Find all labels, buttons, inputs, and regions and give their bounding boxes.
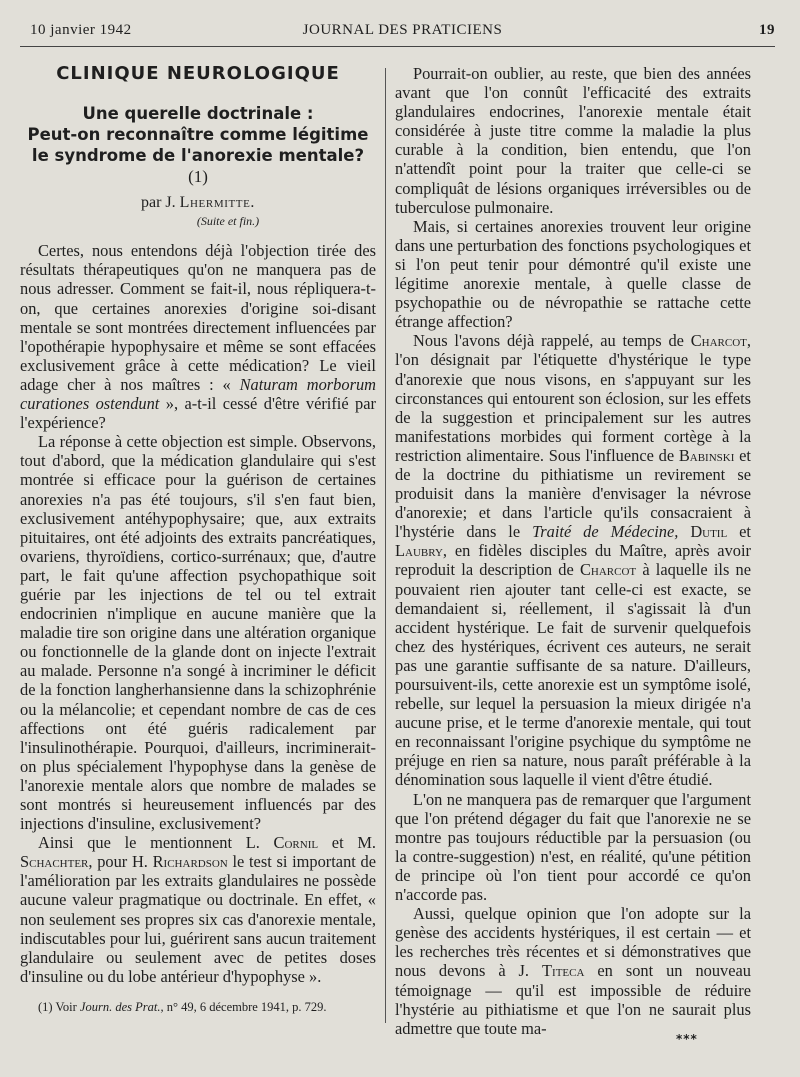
- footnote-journal: Journ. des Prat.,: [79, 1000, 164, 1014]
- book-title: Traité de Médecine,: [532, 522, 679, 542]
- paragraph: L'on ne manquera pas de remarquer que l'argument que l'on prétend dégager du fait que l'anorexie ne se montre pas toujours réductible par la persuasion (ou la contre-suggestion) n'est, en réalité, qu'une pétition de principe où l'on tient pour accordé ce qu'on n'accorde pas.: [395, 789, 751, 905]
- text-run: en fidèles disciples du Maître, après avoir reproduit la description de: [395, 541, 751, 580]
- author-ref: Richardson: [152, 852, 228, 872]
- paragraph: Certes, nous entendons déjà l'objection tirée des résultats thérapeutiques qu'on ne manquera pas de nous adresser. Comment se fait-il, nous répliquera-t-on, que certaines anorexies d'origine soi-disant mentale se sont montrées directement influencées par l'opothérapie hypophysaire et même se sont effacées exclusivement grâce à cette médication? Le vieil adage cher à nos maîtres : « Naturam morborum curationes ostendunt », a-t-il cessé d'être vérifié par l'expérience?: [20, 241, 376, 433]
- text-run: l'on désignait par l'étiquette d'hystérique le type d'anorexie que nous visons, en s'appuyant sur les circonstances qui entourent son éclosion, sur les effets de la suggestion et principalement sur les autres manifestations morbides qui forment cortège à la restriction alimentaire. Sous l'influence de: [395, 350, 751, 465]
- text-run: Aussi, quelque opinion que l'on adopte sur la genèse des accidents hystériques, il est certain — et les recherches très récentes et si démonstratives que nous devons à J.: [395, 904, 751, 981]
- right-column: [395, 64, 751, 1038]
- footnote-prefix: (1) Voir: [38, 1000, 77, 1014]
- text-run: et: [739, 522, 751, 542]
- section-rubric: CLINIQUE NEUROLOGIQUE: [56, 63, 340, 84]
- left-column: [20, 62, 376, 986]
- footnote: [38, 1000, 380, 1015]
- issue-date: 10 janvier 1942: [30, 22, 132, 38]
- paragraph: La réponse à cette objection est simple. Observons, tout d'abord, que la médication glandulaire qui s'est montrée si efficace pour la guérison de certaines anorexies n'a pas été toujours, s'il s'en faut bien, exclusivement antéhypophysaire; que, aux extraits pituitaires, ont été adjoints des extraits pancréatiques, ovariens, thyroïdiens, cortico-surrénaux; que, d'autre part, le fait qu'une affection psychopathique soit guérie par les injections de tel ou tel extrait endocrinien n'implique en aucune manière que la maladie tire son origine dans une altération organique ou fonctionnelle de la glande dont on injecte l'extrait au malade. Personne n'a songé à incriminer le déficit de la fonction langherhansienne dans la schizophrénie ou la mélancolie; et cependant nombre de cas de ces affections ont été guéris radicalement par l'insulinothérapie. Pourquoi, d'ailleurs, incriminerait-on plus spécialement l'hypophyse dans la genèse de l'anorexie mentale alors que nombre de malades se sont montrés si heureusement influencés par des injections d'insuline, exclusivement?: [20, 432, 376, 834]
- article-title: [20, 103, 376, 187]
- text-run: pour H.: [97, 852, 148, 872]
- author-ref: Dutil: [690, 522, 728, 542]
- column-divider: [385, 68, 386, 1023]
- journal-name: JOURNAL DES PRATICIENS: [302, 22, 503, 38]
- text-run: et M.: [331, 833, 376, 853]
- byline-prefix: par J.: [140, 194, 176, 212]
- author-ref: Charcot,: [690, 331, 751, 351]
- author-ref: Charcot: [579, 560, 637, 580]
- title-line-1: Une querelle doctrinale :: [82, 104, 314, 124]
- header-rule: [20, 46, 775, 47]
- text-run: à laquelle ils ne pouvaient rien ajouter tant celle-ci est exacte, se demandaient si, réellement, il s'agissait là d'un accident hystérique. Le fait de survenir quelquefois chez des hystériques, écrivent ces auteurs, ne serait pas une garantie suffisante de sa nature. D'ailleurs, poursuivent-ils, cette anorexie est un symptôme isolé, rebelle, sur lequel la persuasion la mieux dirigée n'a aucune prise, et le terme d'anorexie mentale, qui tout en reconnaissant l'origine psychique du symptôme ne préjuge en rien sa nature, nous paraît préférable à la dénomination sous laquelle il vient d'être étudié.: [395, 560, 751, 790]
- author-ref: Babinski: [678, 445, 735, 465]
- text-run: Nous l'avons déjà rappelé, au temps de: [413, 331, 684, 351]
- text-run: le test si important de l'amélioration par les extraits glandulaires ne possède aucune valeur pragmatique ou doctrinale. En effet, « non seulement ses propres six cas d'anorexie mentale, indiscutables pour lui, guérirent sans aucun traitement glandulaire ou seulement avec de petites doses d'insuline ou du lobe antérieur d'hypophyse ».: [20, 852, 376, 986]
- footnote-reference: n° 49, 6 décembre 1941, p. 729.: [166, 1000, 327, 1014]
- paragraph: [20, 833, 376, 986]
- text-run: et de la doctrine du pithiatisme un revirement se produisit dans la manière d'envisager la névrose d'anorexie; et dans l'article qu'ils consacraient à l'hystérie dans le: [395, 445, 751, 542]
- continuation-note: (Suite et fin.): [196, 214, 260, 229]
- latin-adage: Naturam morborum curationes ostendunt: [20, 374, 376, 414]
- paragraph: [395, 904, 751, 1038]
- paragraph: Pourrait-on oublier, au reste, que bien des années avant que l'on connût l'efficacité des extraits glandulaires endocrines, l'anorexie mentale était considérée à juste titre comme la maladie la plus curable à la condition, bien entendu, que l'on n'attendît point pour la traiter que celle-ci se compliquât de lésions organiques irréversibles ou de tuberculose pulmonaire.: [395, 64, 751, 217]
- text-run: Ainsi que le mentionnent L.: [38, 833, 260, 853]
- author-ref: Titeca: [542, 961, 585, 981]
- author-ref: Laubry,: [395, 541, 448, 561]
- title-line-3: [20, 145, 376, 187]
- author-ref: Schachter,: [20, 852, 93, 872]
- title-line-3-text: le syndrome de l'anorexie mentale?: [31, 146, 365, 166]
- text-run: en sont un nouveau témoignage — qu'il est impossible de réduire l'hystérie au pithiatisme et que l'on ne saurait plus admettre que toute ma-: [395, 961, 751, 1038]
- footnote-ref: (1): [188, 167, 208, 187]
- paragraph: Mais, si certaines anorexies trouvent leur origine dans une perturbation des fonctions psychologiques et si l'on peut tenir pour démontré qu'il existe une légitime anorexie mentale, à quelle classe de psychopathie ou de névropathie se rattache cette étrange affection?: [395, 216, 751, 332]
- author-ref: Cornil: [273, 833, 319, 853]
- running-head: [30, 22, 775, 44]
- author-name: Lhermitte.: [179, 194, 256, 212]
- ornament-asterisks: ***: [676, 1032, 698, 1046]
- paragraph: [395, 331, 751, 789]
- page-number: 19: [759, 22, 775, 38]
- byline: [20, 193, 376, 212]
- title-line-2: Peut-on reconnaître comme légitime: [27, 125, 369, 145]
